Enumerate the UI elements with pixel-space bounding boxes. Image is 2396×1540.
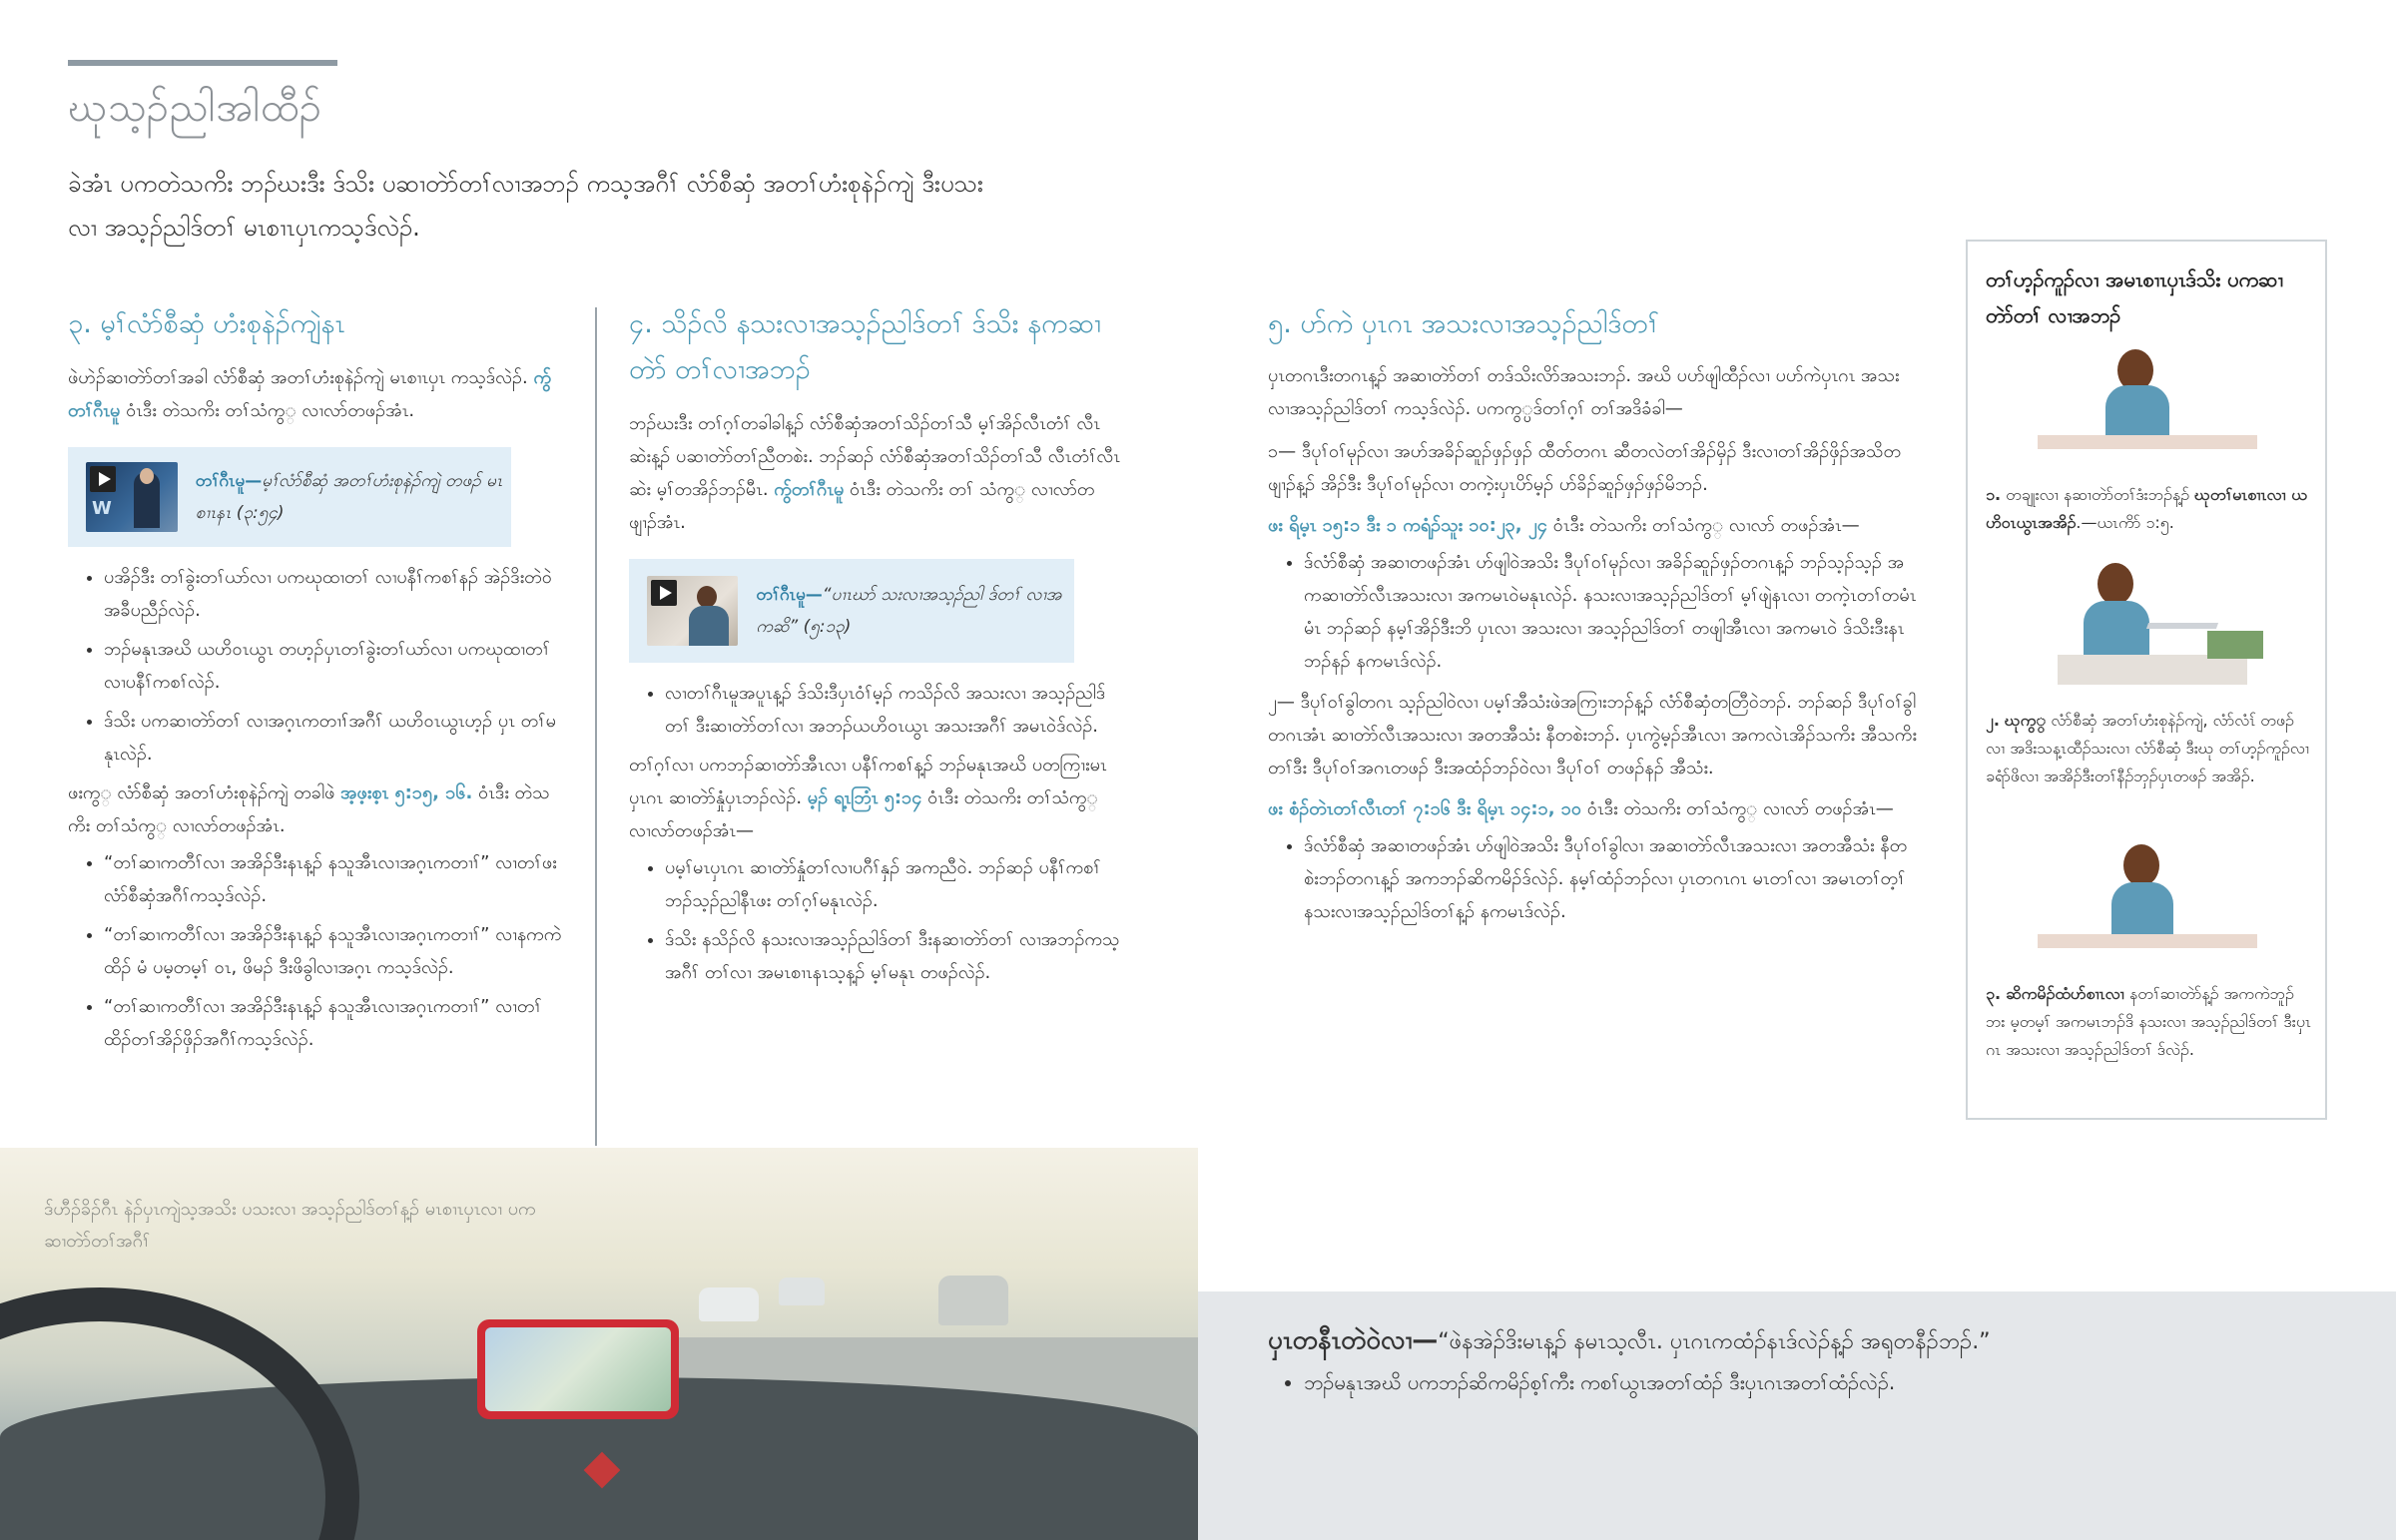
section-3-intro-text: ဖဲဟဲၣ်ဆၢတဲာ်တၢ်အခါ လံာ်စီဆှံ အတၢ်ဟံးစုနဲၣ်ကျဲ မၤစၢၤပှၤ ကသ့ဒ်လဲၣ်. — [68, 367, 534, 388]
list-item: • ဘၣ်မနုၤအဃိ ပကဘၣ်ဆိကမိၣ်စ့ၢ်ကီး ကစၢ်ယွၤအတၢ်ထံၣ် ဒီးပှၤဂၤအတၢ်ထံၣ်လဲၣ်. — [1304, 1363, 2346, 1401]
map-screen — [485, 1327, 671, 1411]
list-item: • ပမ့ၢ်မၤပှၤဂၤ ဆၢတဲာ်နှုံတၢ်လၢပဂီၢ်နှၣ် အကညီဝဲ. ဘၣ်ဆၣ် ပနီၢ်ကစၢ် ဘၣ်သ့ၣ်ညါနီၤဖး တၢ်ဂ့ၢ်မနုၤလဲၣ်. — [665, 851, 1122, 917]
speaker-head — [140, 468, 154, 484]
page-title: ဃုသ့ၣ်ညါအါထီၣ် — [68, 85, 322, 131]
car — [699, 1287, 759, 1321]
phone-gps — [477, 1319, 679, 1419]
some-say-quote: ပှၤတနီၤတဲဝဲလၢ—“ဖဲနအဲၣ်ဒိးမၤန့ၣ် နမၤသ့လီၤ. ပှၤဂၤကထံၣ်နၤဒ်လဲၣ်န့ၣ် အရုတနီၣ်ဘၣ်.” — [1268, 1325, 1991, 1355]
sidebar-item-1: ၁. တချုးလၢ နဆၢတဲာ်တၢ်ဒံးဘၣ်န့ၣ် ဃုတၢ်မၤစၢၤလၢ ယဟိဝၤယွၤအအိၣ်.—ယၤကိာ် ၁:၅. — [1986, 485, 2307, 532]
section-4-reading: တၢ်ဂ့ၢ်လၢ ပကဘၣ်ဆၢတဲာ်အီၤလၢ ပနီၢ်ကစၢ်န့ၣ် ဘၣ်မနုၤအဃိ ပတကြၢးမၤပှၤဂၤ ဆၢတဲာ်နှုံပှၤဘၣ်လဲၣ်. မ့ၣ် ရ့ၤဘြံၤ ၅:၁၄ ဝံၤဒီး တဲသကိး တၢ်သံကွ္ လၢလာ်တဖၣ်အံၤ— — [629, 755, 1107, 841]
intro-paragraph: ခဲအံၤ ပကတဲသကိး ဘၣ်ဃးဒီး ဒ်သိး ပဆၢတဲာ်တၢ်လၢအဘၣ် ကသ့အဂီၢ် လံာ်စီဆှံ အတၢ်ဟံးစုနဲၣ်ကျဲ ဒီးပသးလၢ အသ့ၣ်ညါဒ်တၢ် မၤစၢၤပှၤကသ့ဒ်လဲၣ်. — [68, 170, 983, 242]
some-say-content — [1268, 1321, 2346, 1407]
example-1: ၁— ဒီပုၢ်ဝၢ်မုၣ်လၢ အဟ်အခိၣ်ဆူၣ်ဖှၣ်ဖှၣ် ထီတ်တဂၤ ဆီတလဲတၢ်အိၣ်မှိၣ် ဒီးလၢတၢ်အိၣ်ဖှိၣ်အသိတဖျၢၣ်န့ၣ် အိၣ်ဒီး ဒီပုၢ်ဝၢ်မုၣ်လၢ တကဲ့းပှၤပိာ်မ့ၣ် ပာ်ခိၣ်ဆူၣ်ဖှၣ်ဖှၣ်မိဘၣ်. — [1268, 441, 1901, 495]
section-3-reading: ဖးကွ္ လံာ်စီဆှံ အတၢ်ဟံးစုနဲၣ်ကျဲ တခါဖဲ အ့ဖ့းစ့ၤ ၅:၁၅, ၁၆. ဝံၤဒီး တဲသကိး တၢ်သံကွ္ လၢလာ်တဖၣ်အံၤ. — [68, 782, 550, 836]
video-card-2[interactable] — [629, 559, 1074, 663]
list-item: • ဘၣ်မနုၤအဃိ ယဟိဝၤယွၤ တဟ့ၣ်ပှၤတၢ်ခွဲးတၢ်ယာ်လၢ ပကဃုထၢတၢ် လၢပနီၢ်ကစၢ်လဲၣ်. — [104, 633, 567, 699]
video-title-1: တၢ်ဂီၤမူ—မ့ၢ်လံာ်စီဆှံ အတၢ်ဟံးစုနဲၣ်ကျဲ တဖၣ် မၤစၢၤနၤ (၃:၅၄) — [195, 471, 503, 523]
section-4-intro: ဘၣ်ဃးဒီး တၢ်ဂ့ၢ်တခါခါန့ၣ် လံာ်စီဆှံအတၢ်သိၣ်တၢ်သီ မ့ၢ်အိၣ်လီၤတံၢ် လီၤဆဲးန့ၣ် ပဆၢတဲာ်တၢ်ညီတစဲး. ဘၣ်ဆၣ် လံာ်စီဆှံအတၢ်သိၣ်တၢ်သီ လီၤတံၢ်လီၤဆဲး မ့ၢ်တအိၣ်ဘၣ်မီၤ. ကွ်တၢ်ဂီၤမူ ဝံၤဒီး တဲသကိး တၢ် သံကွ္ လၢလာ်တဖျၢၣ်အံၤ. — [629, 413, 1120, 533]
woman-thinking-illustration — [2028, 840, 2267, 960]
tips-sidebar — [1966, 240, 2327, 1120]
column-2 — [629, 301, 1122, 995]
woman-laptop-illustration — [2028, 553, 2287, 693]
section-5-intro: ပှၤတဂၤဒီးတဂၤန့ၣ် အဆၢတဲာ်တၢ် တဒ်သိးလိာ်အသးဘၣ်. အဃိ ပပာ်ဖျါထီၣ်လၢ ပပာ်ကဲပှၤဂၤ အသးလၢအသ့ၣ်ညါဒ်တၢ် ကသ့ဒ်လဲၣ်. ပကကွ္ပဒ်တၢ်ဂ့ၢ် တၢ်အဒိခံခါ— — [1268, 365, 1900, 419]
section-4-questions-1 — [629, 677, 1122, 743]
list-item: • ပအိၣ်ဒီး တၢ်ခွဲးတၢ်ယာ်လၢ ပကဃုထၢတၢ် လၢပနီၢ်ကစၢ်နၣ် အဲၣ်ဒိးတဲဝဲ အခီပညီၣ်လဲၣ်. — [104, 561, 567, 627]
steering-wheel — [0, 1287, 359, 1540]
watch-video-link[interactable]: ကွ်တၢ်ဂီၤမူ — [68, 367, 552, 421]
play-icon — [90, 466, 116, 492]
example-2-reading: ဖး စံၣ်တဲၤတၢ်လီၤတၢ် ၇:၁၆ ဒီး ရိမ့ၤ ၁၄:၁, ၁၀ ဝံၤဒီး တဲသကိး တၢ်သံကွ္ လၢလာ် တဖၣ်အံၤ— — [1268, 798, 1894, 819]
scripture-link-ephesians[interactable]: အ့ဖ့းစ့ၤ ၅:၁၅, ၁၆. — [340, 782, 473, 803]
watch-video-link[interactable]: ကွ်တၢ်ဂီၤမူ — [774, 479, 845, 500]
list-item: • “တၢ်ဆၢကတီၢ်လၢ အအိၣ်ဒီးနၤန့ၣ် နသူအီၤလၢအဂ့ၤကတၢၢ်” လၢနကကဲထိၣ် မံ ပမ့တမ့ၢ် ဝၤ, ဖိမၣ် ဒီးဖိခွါလၢအဂ့ၤ ကသ့ဒ်လဲၣ်. — [104, 918, 567, 984]
section-3-intro — [68, 361, 567, 427]
list-item: • ဒ်သိး နသိၣ်လိ နသးလၢအသ့ၣ်ညါဒ်တၢ် ဒီးနဆၢတဲာ်တၢ် လၢအဘၣ်ကသ့အဂီၢ် တၢ်လၢ အမၤစၢၤနၤသ့န့ၣ် မ့ၢ်မနုၤ တဖၣ်လဲၣ်. — [665, 923, 1122, 989]
video-title-2: တၢ်ဂီၤမူ—“ပၢၤဃာ် သးလၢအသ့ၣ်ညါ ဒ်တၢ် လၢအကဆိ” (၅:၁၃) — [756, 585, 1062, 637]
some-say-question — [1268, 1363, 2346, 1401]
reader-figure — [689, 606, 729, 646]
video-thumbnail — [86, 462, 178, 532]
video-card-1[interactable] — [68, 447, 511, 547]
section-4-heading: ၄. သိၣ်လိ နသးလၢအသ့ၣ်ညါဒ်တၢ် ဒ်သိး နကဆၢတဲာ် တၢ်လၢအဘၣ် — [629, 308, 1101, 385]
section-3-heading: ၃. မ့ၢ်လံာ်စီဆှံ ဟံးစုနဲၣ်ကျဲနၤ — [68, 308, 345, 339]
section-5-heading: ၅. ပာ်ကဲ ပှၤဂၤ အသးလၢအသ့ၣ်ညါဒ်တၢ် — [1268, 308, 1659, 339]
sidebar-item-2: ၂. ဃုကွ္ လံာ်စီဆှံ အတၢ်ဟံးစုနဲၣ်ကျဲ, လံာ်လံၤ် တဖၣ်လၢ အဒိးသန့ၤထီၣ်သးလၢ လံာ်စီဆှံ ဒီးဃု တၢ်ဟ့ၣ်ကူၣ်လၢ ခရံာ်ဖိလၢ အအိၣ်ဒီးတၢ်နီၣ်ဘှၣ်ပှၤတဖၣ် အအိၣ်. — [1986, 711, 2310, 785]
scripture-link-hebrews[interactable]: မ့ၣ် ရ့ၤဘြံၤ ၅:၁၄ — [807, 787, 922, 808]
list-item: • “တၢ်ဆၢကတီၢ်လၢ အအိၣ်ဒီးနၤန့ၣ် နသူအီၤလၢအဂ့ၤကတၢၢ်” လၢတၢ်ထိၣ်တၢ်အိၣ်ဖှိၣ်အဂီၢ်ကသ့ဒ်လဲၣ်. — [104, 990, 567, 1056]
car — [938, 1276, 1008, 1325]
photo-caption: ဒ်ဟီၣ်ခိၣ်ဂီၤ နဲၣ်ပှၤကျဲသ့အသိး ပသးလၢ အသ့ၣ်ညါဒ်တၢ်န့ၣ် မၤစၢၤပှၤလၢ ပကဆၢတဲာ်တၢ်အဂီၢ် — [44, 1199, 536, 1252]
list-item: • “တၢ်ဆၢကတီၢ်လၢ အအိၣ်ဒီးနၤန့ၣ် နသူအီၤလၢအဂ့ၤကတၢၢ်” လၢတၢ်ဖးလံာ်စီဆှံအဂီၢ်ကသ့ဒ်လဲၣ်. — [104, 846, 567, 912]
section-4-questions-2 — [629, 851, 1122, 989]
column-3 — [1268, 301, 1917, 934]
video-thumbnail — [647, 576, 738, 646]
section-3-questions-2 — [68, 846, 567, 1056]
example-1-reading: ဖး ရိမ့ၤ ၁၅:၁ ဒီး ၁ ကရံၣ်သူး ၁၀:၂၃, ၂၄ ဝံၤဒီး တဲသကိး တၢ်သံကွ္ လၢလာ် တဖၣ်အံၤ— — [1268, 515, 1860, 536]
sidebar-title: တၢ်ဟ့ၣ်ကူၣ်လၢ အမၤစၢၤပှၤဒ်သိး ပကဆၢတဲာ်တၢ် လၢအဘၣ် — [1986, 267, 2283, 327]
list-item: • ဒ်သိး ပကဆၢတဲာ်တၢ် လၢအဂ့ၤကတၢၢ်အဂီၢ် ယဟိဝၤယွၤဟ့ၣ် ပှၤ တၢ်မနုၤလဲၣ်. — [104, 705, 567, 770]
title-rule — [68, 60, 337, 66]
section-3-questions-1 — [68, 561, 567, 770]
car — [779, 1278, 825, 1305]
example-1-question — [1268, 546, 1917, 678]
column-divider — [595, 307, 597, 1146]
list-item: • ဒ်လံာ်စီဆှံ အဆၢတဖၣ်အံၤ ဟ်ဖျါဝဲအသိး ဒီပုၢ်ဝၢ်ခွါလၢ အဆၢတဲာ်လီၤအသးလၢ အတအီသံး နီတစဲးဘၣ်တဂၤန့ၣ် အကဘၣ်ဆိကမိၣ်ဒ်လဲၣ်. နမ့ၢ်ထံၣ်ဘၣ်လၢ ပှၤတဂၤဂၤ မၤတၢ်လၢ အမၤတၢ်တ့ၢ် နသးလၢအသ့ၣ်ညါဒ်တၢ်န့ၣ် နကမၤဒ်လဲၣ်. — [1304, 829, 1917, 928]
some-say-box — [1198, 1291, 2396, 1540]
column-1 — [68, 301, 567, 1062]
section-3-intro-text-end: ဝံၤဒီး တဲသကိး တၢ်သံကွ္ လၢလာ်တဖၣ်အံၤ. — [120, 400, 415, 421]
woman-praying-illustration — [2028, 341, 2267, 461]
example-2-question — [1268, 829, 1917, 928]
list-item: • လၢတၢ်ဂီၤမူအပူၤန့ၣ် ဒ်သိးဒီပှၤဝံၢ်မ့ၣ် ကသိၣ်လိ အသးလၢ အသ့ၣ်ညါဒ်တၢ် ဒီးဆၢတဲာ်တၢ်လၢ အဘၣ်ယဟိဝၤယွၤ အသးအဂီၢ် အမၤဝဲဒ်လဲၣ်. — [665, 677, 1122, 743]
play-icon — [651, 580, 677, 606]
jw-logo: W — [92, 498, 112, 519]
scripture-link-ecclesiastes[interactable]: ဖး စံၣ်တဲၤတၢ်လီၤတၢ် ၇:၁၆ ဒီး ရိမ့ၤ ၁၄:၁, ၁၀ — [1268, 798, 1582, 819]
example-2: ၂— ဒီပုၢ်ဝၢ်ခွါတဂၤ သ့ၣ်ညါဝဲလၢ ပမ့ၢ်အီသံးဖဲအကြၢးဘၣ်န့ၣ် လံာ်စီဆှံတတြီဝဲဘၣ်. ဘၣ်ဆၣ် ဒီပုၢ်ဝၢ်ခွါတဂၤအံၤ ဆၢတဲာ်လီၤအသးလၢ အတအီသံး နီတစဲးဘၣ်. ပှၤကွဲမ့ၣ်အီၤလၢ အကလဲၤအိၣ်သကိး အီသကိးတၢ်ဒီး ဒီပုၢ်ဝၢ်အဂၤတဖၣ် ဒီးအထံၣ်ဘၣ်ဝဲလၢ ဒီပုၢ်ဝၢ် တဖၣ်နၣ် အီသံး. — [1268, 692, 1917, 778]
reader-head — [697, 586, 717, 608]
list-item: • ဒ်လံာ်စီဆှံ အဆၢတဖၣ်အံၤ ဟ်ဖျါဝဲအသိး ဒီပုၢ်ဝၢ်မုၣ်လၢ အခိၣ်ဆူၣ်ဖှၣ်တဂၤန့ၣ် ဘၣ်သ့ၣ်သ့ၣ် အကဆၢတဲာ်လီၤအသးလၢ အကမၤဝဲမနုၤလဲၣ်. နသးလၢအသ့ၣ်ညါဒ်တၢ် မ့ၢ်ဖျဲနၤလၢ တကဲ့ၤတၢ်တမံၤမံၤ ဘၣ်ဆၣ် နမ့ၢ်အိၣ်ဒီးဘိ ပှၤလၢ အသးလၢ အသ့ၣ်ညါဒ်တၢ် တဖျါအီၤလၢ အကမၤဝဲ ဒ်သိးဒီးနၤ ဘၣ်နၣ် နကမၤဒ်လဲၣ်. — [1304, 546, 1917, 678]
sidebar-item-3: ၃. ဆိကမိၣ်ထံဟ်စၢၤလၢ နတၢ်ဆၢတဲာ်န့ၣ် အကကဲဘူၣ်ဘး မ့တမ့ၢ် အကမၤဘၣ်ဒိ နသးလၢ အသ့ၣ်ညါဒ်တၢ် ဒီးပှၤဂၤ အသးလၢ အသ့ၣ်ညါဒ်တၢ် ဒ်လဲၣ်. — [1986, 984, 2311, 1059]
scripture-link-romans[interactable]: ဖး ရိမ့ၤ ၁၅:၁ ဒီး ၁ ကရံၣ်သူး ၁၀:၂၃, ၂၄ — [1268, 515, 1547, 536]
